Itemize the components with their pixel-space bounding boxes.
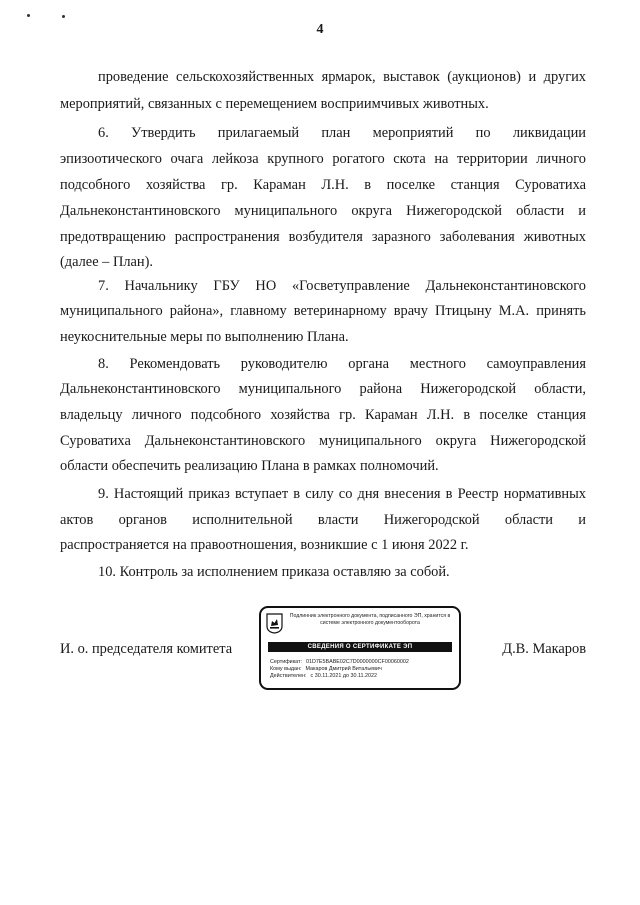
text-line: подсобного хозяйства гр. Караман Л.Н. в поселке станция Суроватиха bbox=[60, 177, 586, 193]
stamp-label: Кому выдан: bbox=[270, 666, 302, 672]
text-line: эпизоотического очага лейкоза крупного рогатого скота на территории личного bbox=[60, 151, 586, 167]
electronic-signature-stamp bbox=[259, 606, 461, 690]
text-line: 7. Начальнику ГБУ НО «Госветуправление Дальнеконстантиновского bbox=[98, 278, 586, 294]
signatory-position: И. о. председателя комитета bbox=[60, 641, 233, 657]
scan-speck bbox=[62, 15, 65, 18]
text-line: Дальнеконстантиновского муниципального района Нижегородской области, bbox=[60, 381, 586, 397]
page-number: 4 bbox=[316, 22, 324, 37]
stamp-certificate-value: 01D7E5BABE02C7D0000000CF00060002 bbox=[306, 659, 409, 665]
coat-of-arms-icon bbox=[266, 613, 283, 634]
stamp-certificate-row bbox=[270, 659, 455, 666]
stamp-validity-row bbox=[270, 673, 455, 680]
stamp-label: Сертификат: bbox=[270, 659, 303, 665]
text-line: неукоснительные меры по выполнению Плана. bbox=[60, 329, 349, 345]
text-line: 8. Рекомендовать руководителю органа местного самоуправления bbox=[98, 356, 586, 372]
stamp-owner-value: Макаров Дмитрий Витальевич bbox=[305, 666, 382, 672]
stamp-label: Действителен: bbox=[270, 673, 307, 679]
text-line: 6. Утвердить прилагаемый план мероприятий по ликвидации bbox=[98, 125, 586, 141]
text-line: распространяется на правоотношения, возникшие с 1 июня 2022 г. bbox=[60, 537, 469, 553]
text-line: актов органов исполнительной власти Нижегородской области и bbox=[60, 512, 586, 528]
stamp-owner-row bbox=[270, 666, 455, 673]
text-line: предотвращению распространения возбудителя заразного заболевания животных bbox=[60, 229, 586, 245]
text-line: (далее – План). bbox=[60, 254, 154, 270]
stamp-note: Подлинник электронного документа, подписанного ЭП, хранится в системе электронного документооборота bbox=[289, 613, 451, 626]
text-line: Суроватиха Дальнеконстантиновского муниципального округа Нижегородской bbox=[60, 433, 586, 449]
text-line: владельцу личного подсобного хозяйства гр. Караман Л.Н. в поселке станция bbox=[60, 407, 586, 423]
scan-speck bbox=[27, 14, 30, 17]
text-line: области обеспечить реализацию Плана в рамках полномочий. bbox=[60, 458, 439, 474]
text-line: муниципального района», главному ветеринарному врачу Птицыну М.А. принять bbox=[60, 303, 586, 319]
stamp-header: СВЕДЕНИЯ О СЕРТИФИКАТЕ ЭП bbox=[268, 642, 452, 652]
text-line: 10. Контроль за исполнением приказа оставляю за собой. bbox=[98, 564, 450, 580]
text-line: проведение сельскохозяйственных ярмарок, выставок (аукционов) и других bbox=[98, 69, 586, 85]
stamp-validity-value: с 30.11.2021 до 30.11.2022 bbox=[310, 673, 378, 679]
text-line: мероприятий, связанных с перемещением восприимчивых животных. bbox=[60, 96, 489, 112]
signatory-name: Д.В. Макаров bbox=[502, 641, 586, 657]
text-line: 9. Настоящий приказ вступает в силу со дня внесения в Реестр нормативных bbox=[98, 486, 586, 502]
text-line: Дальнеконстантиновского муниципального округа Нижегородской области и bbox=[60, 203, 586, 219]
